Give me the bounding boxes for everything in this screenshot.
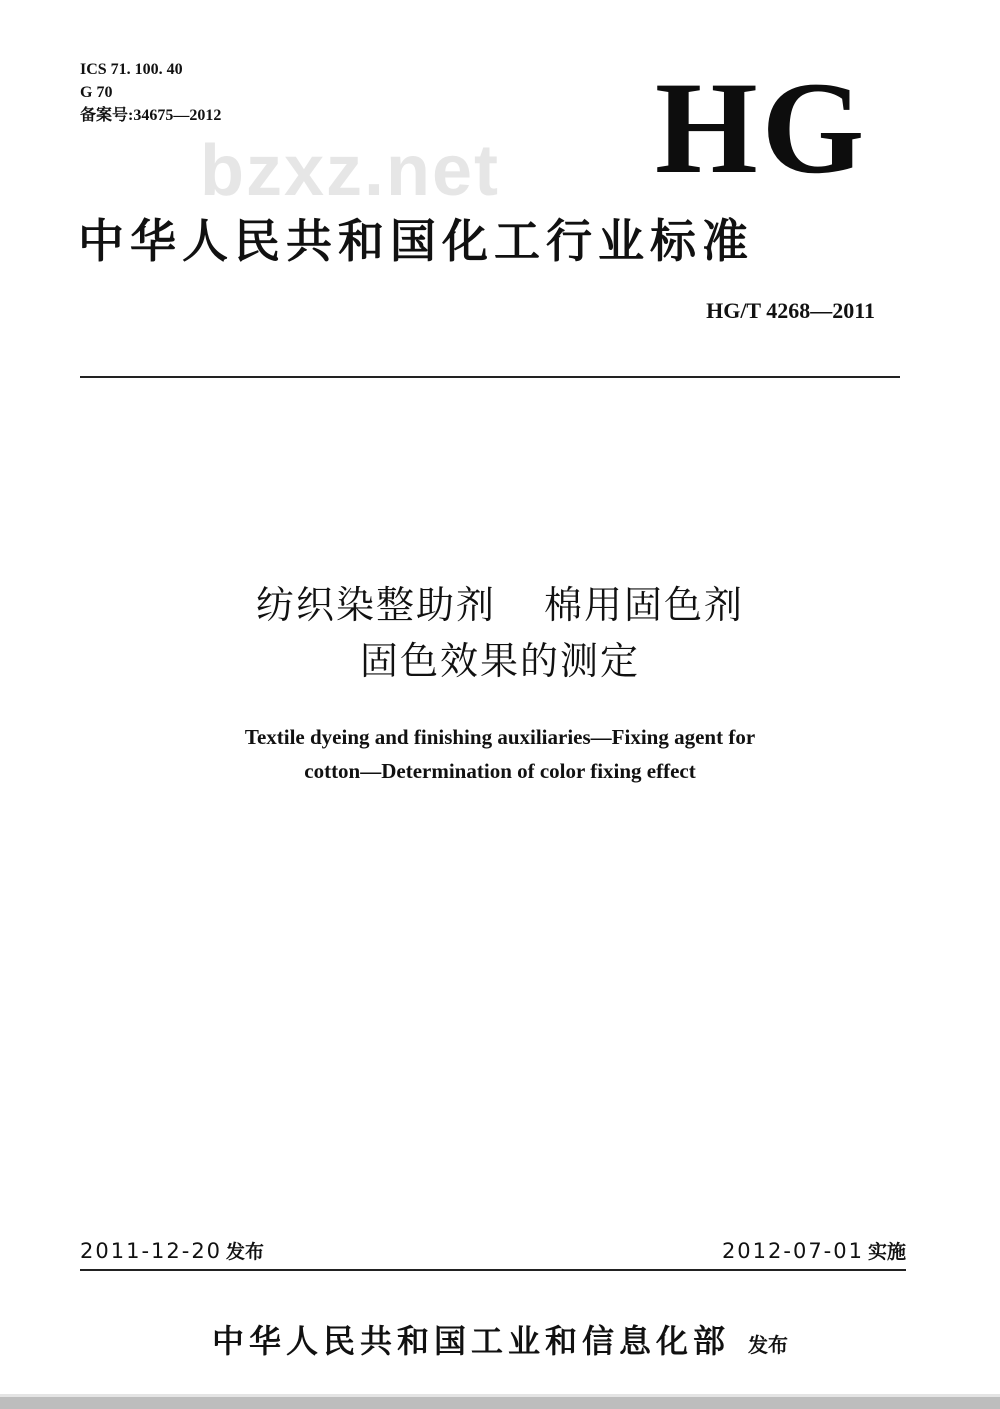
watermark: bzxz.net (200, 131, 501, 211)
page-edge (0, 1397, 1000, 1409)
chinese-title-part-2: 棉用固色剂 (544, 583, 745, 627)
header-divider (80, 376, 900, 378)
chinese-title-part-1: 纺织染整助剂 (255, 583, 496, 627)
issue-label: 发布 (226, 1241, 265, 1263)
issuer-action: 发布 (748, 1333, 788, 1357)
record-number: 备案号:34675—2012 (80, 107, 222, 124)
footer-divider (80, 1269, 906, 1271)
chinese-title-line-1 (0, 574, 1000, 629)
ccs-code: G 70 (80, 84, 113, 101)
organization-title: 中华人民共和国化工行业标准 (78, 214, 754, 268)
english-title-line-2: cotton—Determination of color fixing effect (304, 759, 696, 783)
hg-logo: HG (655, 54, 869, 201)
issuer-name: 中华人民共和国工业和信息化部 (211, 1322, 730, 1360)
ics-code: ICS 71. 100. 40 (80, 61, 183, 78)
effective-date-block (722, 1237, 906, 1264)
english-title (0, 720, 1000, 788)
effective-label: 实施 (867, 1241, 906, 1263)
effective-date: 2012-07-01 (721, 1239, 864, 1263)
issuer-line (0, 1316, 1000, 1362)
chinese-title-line-2: 固色效果的测定 (359, 639, 640, 683)
classification-block (80, 58, 221, 127)
issue-date: 2011-12-20 (80, 1239, 223, 1263)
standard-number: HG/T 4268—2011 (706, 298, 875, 323)
english-title-line-1: Textile dyeing and finishing auxiliaries—Fixing agent for (244, 725, 756, 749)
issue-date-block (80, 1237, 264, 1264)
